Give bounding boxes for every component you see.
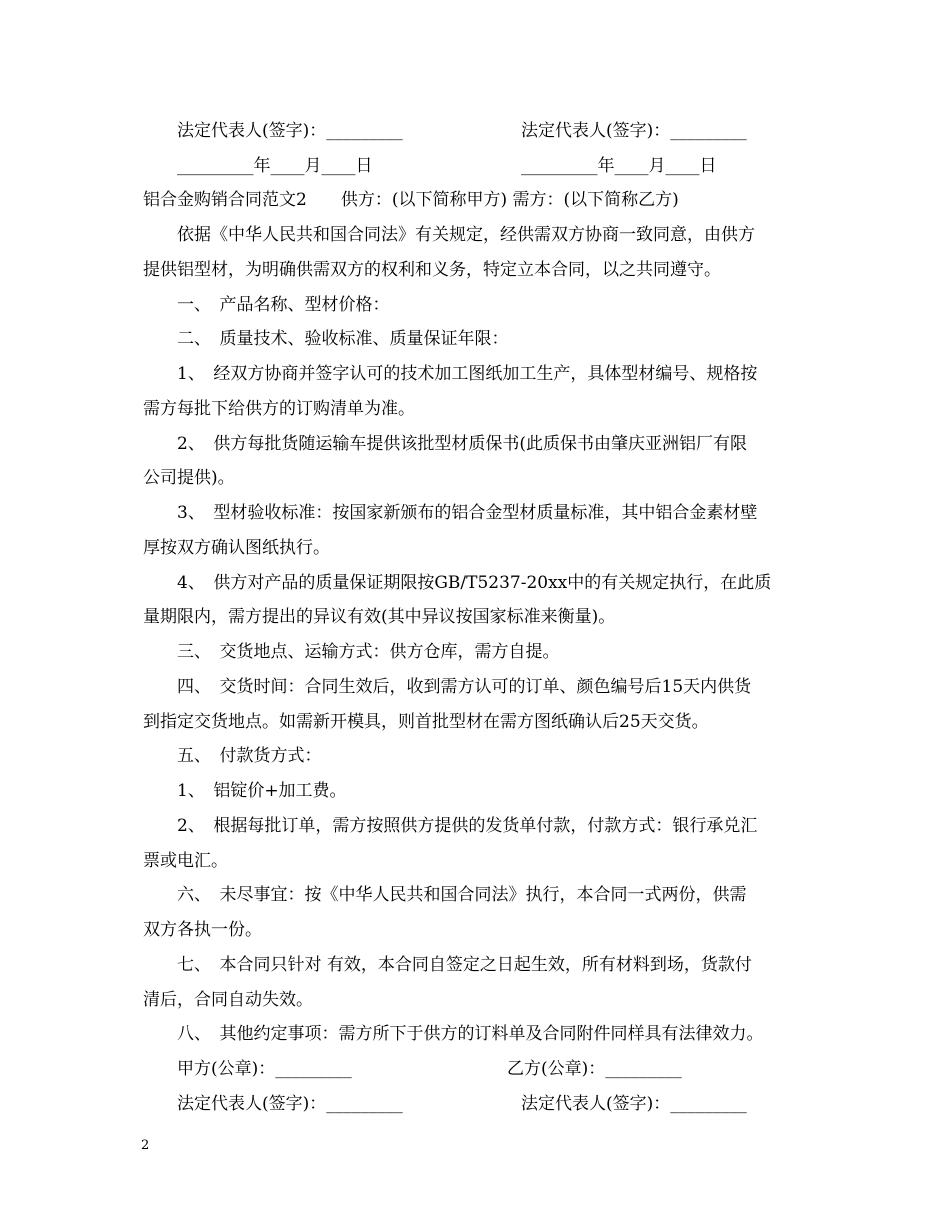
line-text: _________年____月____日 bbox=[177, 156, 373, 176]
paragraph-line: 依据《中华人民共和国合同法》有关规定，经供需双方协商一致同意，由供方 bbox=[177, 225, 755, 245]
paragraph-line: 4、 供方对产品的质量保证期限按GB/T5237-20xx中的有关规定执行，在此质 bbox=[177, 573, 772, 593]
paragraph-line: 清后，合同自动失效。 bbox=[143, 990, 313, 1010]
paragraph-line: 1、 经双方协商并签字认可的技术加工图纸加工生产，具体型材编号、规格按 bbox=[177, 364, 758, 384]
section-heading: 七、 本合同只针对 有效，本合同自签定之日起生效，所有材料到场，货款付 bbox=[177, 955, 752, 975]
section-heading: 六、 未尽事宜：按《中华人民共和国合同法》执行，本合同一式两份，供需 bbox=[177, 885, 747, 905]
line-text-right: 法定代表人(签字)：_________ bbox=[521, 1094, 747, 1114]
paragraph-line: 1、 铝锭价+加工费。 bbox=[177, 781, 347, 801]
paragraph-line: 3、 型材验收标准：按国家新颁布的铝合金型材质量标准，其中铝合金素材壁 bbox=[177, 503, 758, 523]
party-a-seal: 甲方(公章)：_________ bbox=[177, 1059, 352, 1079]
paragraph-line: 需方每批下给供方的订购清单为准。 bbox=[143, 399, 415, 419]
section-heading: 八、 其他约定事项：需方所下于供方的订料单及合同附件同样具有法律效力。 bbox=[177, 1024, 764, 1044]
signature-line-representative bbox=[177, 120, 823, 142]
paragraph-line: 公司提供)。 bbox=[143, 468, 235, 488]
page-number: 2 bbox=[141, 1138, 150, 1153]
seal-line bbox=[177, 1058, 823, 1080]
contract-title-line: 铝合金购销合同范文2 供方：(以下简称甲方) 需方：(以下简称乙方) bbox=[143, 190, 679, 210]
paragraph-line: 厚按双方确认图纸执行。 bbox=[143, 538, 330, 558]
section-heading: 二、 质量技术、验收标准、质量保证年限： bbox=[177, 329, 509, 349]
section-heading: 五、 付款货方式： bbox=[177, 746, 322, 766]
line-text-right: _________年____月____日 bbox=[521, 156, 717, 176]
paragraph-line: 量期限内，需方提出的异议有效(其中异议按国家标准来衡量)。 bbox=[143, 607, 616, 627]
paragraph-line: 提供铝型材，为明确供需双方的权利和义务，特定立本合同，以之共同遵守。 bbox=[143, 260, 721, 280]
line-text-right: 法定代表人(签字)：_________ bbox=[521, 121, 747, 141]
line-text: 法定代表人(签字)：_________ bbox=[177, 1094, 403, 1114]
paragraph-line: 双方各执一份。 bbox=[143, 920, 262, 940]
section-heading: 一、 产品名称、型材价格： bbox=[177, 295, 390, 315]
paragraph-line: 2、 根据每批订单，需方按照供方提供的发货单付款，付款方式：银行承兑汇 bbox=[177, 816, 758, 836]
date-line bbox=[177, 155, 823, 177]
section-heading: 三、 交货地点、运输方式：供方仓库，需方自提。 bbox=[177, 642, 560, 662]
paragraph-line: 票或电汇。 bbox=[143, 851, 228, 871]
paragraph-line: 2、 供方每批货随运输车提供该批型材质保书(此质保书由肇庆亚洲铝厂有限 bbox=[177, 434, 747, 454]
paragraph-line: 到指定交货地点。如需新开模具，则首批型材在需方图纸确认后25天交货。 bbox=[143, 712, 709, 732]
signature-line-representative bbox=[177, 1093, 823, 1115]
section-heading: 四、 交货时间：合同生效后，收到需方认可的订单、颜色编号后15天内供货 bbox=[177, 677, 752, 697]
party-b-seal: 乙方(公章)：_________ bbox=[507, 1059, 682, 1079]
line-text: 法定代表人(签字)：_________ bbox=[177, 121, 403, 141]
